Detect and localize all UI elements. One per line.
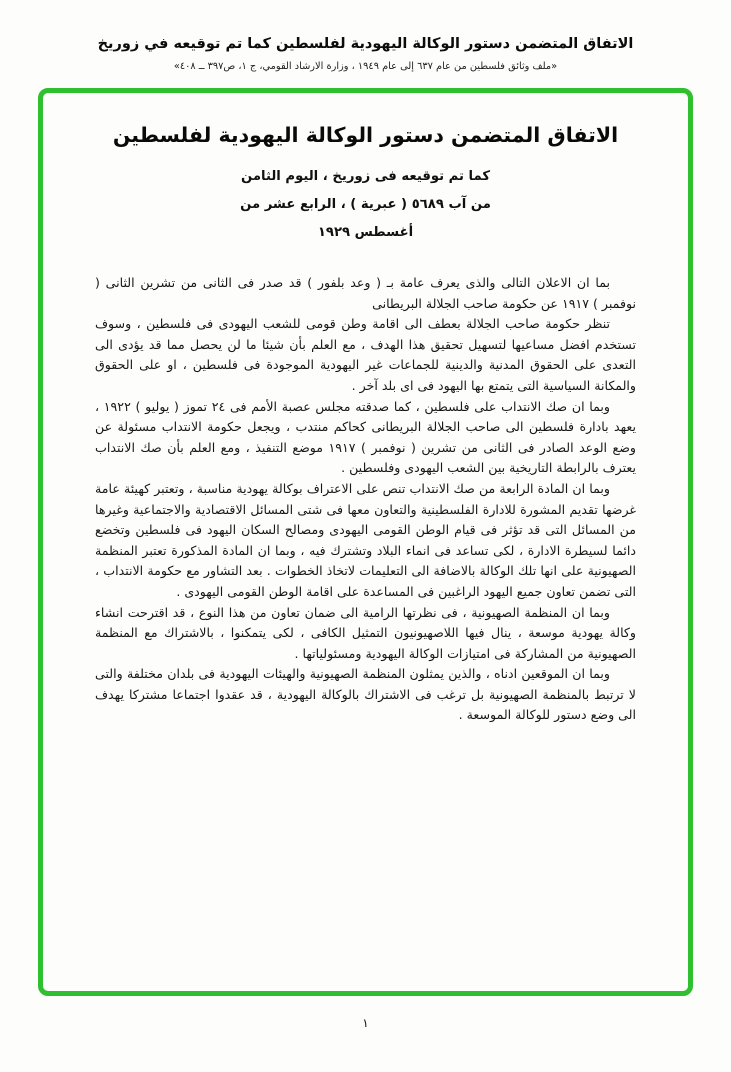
- document-body: [95, 273, 636, 726]
- subtitle-line-2: من آب ٥٦٨٩ ( عبرية ) ، الرابع عشر من: [240, 197, 491, 212]
- green-border-frame: [38, 88, 693, 996]
- subtitle-line-3: أغسطس ١٩٢٩: [317, 225, 414, 240]
- page-header: [0, 0, 731, 72]
- document-title: الاتفاق المتضمن دستور الوكالة اليهودية لفلسطين: [112, 123, 619, 147]
- page-number: ١: [362, 1016, 369, 1030]
- paragraph-1: بما ان الاعلان التالى والذى يعرف عامة بـ ( وعد بلفور ) قد صدر فى الثانى من تشرين الثانى ( نوفمبر ) ١٩١٧ عن حكومة صاحب الجلالة البريطانى: [95, 275, 636, 311]
- document-subtitle: [95, 163, 636, 247]
- paragraph-6: وبما ان الموقعين ادناه ، والذين يمثلون المنظمة الصهيونية والهيئات اليهودية فى بلدان مختلفة والتى لا ترتبط بالمنظمة الصهيونية بل ترغب فى الاشتراك بالوكالة اليهودية ، قد عقدوا اجتماعا مشتركا يهدف الى وضع دستور للوكالة الموسعة .: [95, 666, 636, 723]
- paragraph-3: وبما ان صك الانتداب على فلسطين ، كما صدقته مجلس عصبة الأمم فى ٢٤ تموز ( يوليو ) ١٩٢٢ ، يعهد بادارة فلسطين الى صاحب الجلالة البريطانى كحاكم منتدب ، ويجعل حكومة الانتداب مسئولة عن وضع الوعد الصادر فى الثانى من تشرين ( نوفمبر ) ١٩١٧ موضع التنفيذ ، ومع العلم بأن صك الانتداب يعترف بالرابطة التاريخية بين الشعب اليهودى وفلسطين .: [95, 398, 636, 476]
- subtitle-line-1: كما تم توقيعه فى زوريخ ، اليوم الثامن: [240, 169, 491, 184]
- paragraph-2: تنظر حكومة صاحب الجلالة بعطف الى اقامة وطن قومى للشعب اليهودى فى فلسطين ، وسوف تستخدم افضل مساعيها لتسهيل تحقيق هذا الهدف ، مع العلم بأن شيئا ما لن يحصل مما قد يؤدى الى التعدى على الحقوق المدنية والدينية للجماعات غير اليهودية الموجودة فى فلسطين ، او على الحقوق والمكانة السياسية التى يتمتع بها اليهود فى اى بلد آخر .: [95, 316, 636, 393]
- header-citation: «ملف وثائق فلسطين من عام ٦٣٧ إلى عام ١٩٤٩ ، وزارة الارشاد القومي، ج ١، ص٣٩٧ ــ ٤٠٨»: [173, 61, 558, 72]
- paragraph-5: وبما ان المنظمة الصهيونية ، فى نظرتها الرامية الى ضمان تعاون من هذا النوع ، قد اقترحت انشاء وكالة يهودية موسعة ، ينال فيها اللاصهيونيون التمثيل الكافى ، لكى يتمكنوا ، بالاشتراك مع المنظمة الصهيونية من المشاركة فى امتيازات الوكالة اليهودية ومسئولياتها .: [95, 604, 636, 661]
- header-title: الاتفاق المتضمن دستور الوكالة اليهودية لفلسطين كما تم توقيعه في زوريخ: [97, 36, 634, 52]
- paragraph-4: وبما ان المادة الرابعة من صك الانتداب تنص على الاعتراف بوكالة يهودية مناسبة ، وتعتبر كهيئة عامة غرضها تقديم المشورة للادارة الفلسطينية والتعاون معها فى شتى المسائل الاقتصادية والاجتماعية وغيرها من المسائل التى قد تؤثر فى قيام الوطن القومى اليهودى ومصالح السكان اليهود فى فلسطين وتخضع دائما لسيطرة الادارة ، لكى تساعد فى انماء البلاد وتشترك فيه ، وبما ان المادة المذكورة تعتبر المنظمة الصهيونية على انها تلك الوكالة بالاضافة الى التعليمات لاتخاذ الخطوات . بعد التشاور مع حكومة الانتداب ، التى تضمن تعاون جميع اليهود الراغبين فى المساعدة على اقامة الوطن القومى اليهودى .: [95, 480, 636, 599]
